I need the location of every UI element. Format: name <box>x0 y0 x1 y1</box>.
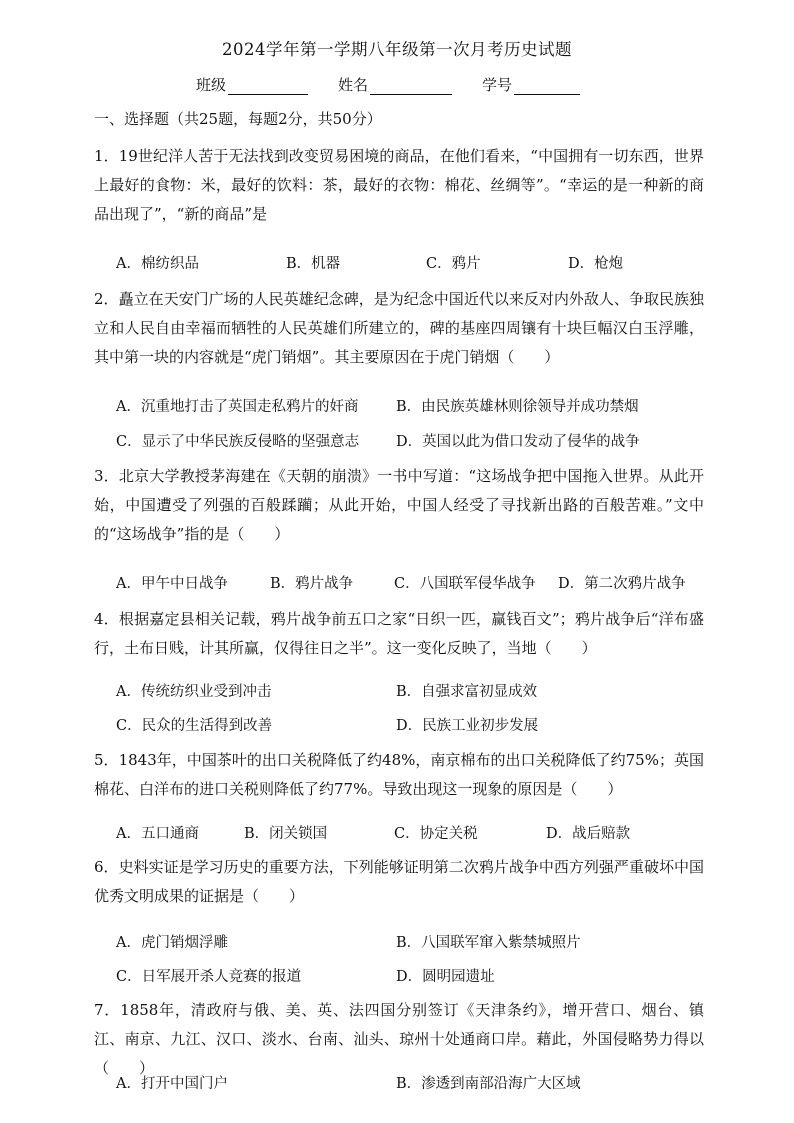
question-2-options-row1 <box>116 395 716 415</box>
id-field[interactable] <box>482 74 580 95</box>
question-6-stem: 6．史料实证是学习历史的重要方法，下列能够证明第二次鸦片战争中西方列强严重破坏中国优秀文明成果的证据是（ ） <box>94 858 704 905</box>
option-c[interactable]: C．显示了中华民族反侵略的坚强意志 <box>116 434 360 450</box>
option-a[interactable]: A．棉纺织品 <box>116 256 199 272</box>
option-d[interactable]: D．第二次鸦片战争 <box>558 576 686 592</box>
question-1-stem: 1．19世纪洋人苦于无法找到改变贸易困境的商品，在他们看来，“中国拥有一切东西，世界上最好的食物：米，最好的饮料：茶，最好的衣物：棉花、丝绸等”。“幸运的是一种新的商品出现了”，“新的商品”是 <box>94 147 704 223</box>
option-b[interactable]: B．由民族英雄林则徐领导并成功禁烟 <box>396 399 639 415</box>
question-3-options <box>116 572 716 592</box>
question-5-stem: 5．1843年，中国茶叶的出口关税降低了约48%，南京棉布的出口关税降低了约75%；英国棉花、白洋布的进口关税则降低了约77%。导致出现这一现象的原因是（ ） <box>94 751 704 798</box>
class-field[interactable] <box>196 74 308 95</box>
question-6-options-row1 <box>116 931 716 951</box>
question-2-options-row2 <box>116 430 716 450</box>
student-info-row <box>196 74 616 95</box>
question-6-options-row2 <box>116 965 716 985</box>
option-b[interactable]: B．闭关锁国 <box>244 826 328 842</box>
question-1-options <box>116 252 716 272</box>
option-c[interactable]: C．日军展开杀人竞赛的报道 <box>116 969 302 985</box>
option-d[interactable]: D．圆明园遗址 <box>396 969 495 985</box>
option-a[interactable]: A．五口通商 <box>116 826 199 842</box>
option-a[interactable]: A．沉重地打击了英国走私鸦片的奸商 <box>116 399 359 415</box>
option-a[interactable]: A．虎门销烟浮雕 <box>116 935 228 951</box>
option-b[interactable]: B．鸦片战争 <box>270 576 354 592</box>
name-label: 姓名 <box>338 76 369 94</box>
option-a[interactable]: A．打开中国门户 <box>116 1076 228 1092</box>
option-c[interactable]: C．八国联军侵华战争 <box>394 576 536 592</box>
question-7-stem: 7．1858年，清政府与俄、美、英、法四国分别签订《天津条约》，增开营口、烟台、镇江、南京、九江、汉口、淡水、台南、汕头、琼州十处通商口岸。藉此，外国侵略势力得以（ ） <box>94 1001 704 1077</box>
option-d[interactable]: D．枪炮 <box>568 256 624 272</box>
class-blank[interactable] <box>228 78 308 95</box>
question-4-options-row2 <box>116 714 716 734</box>
option-a[interactable]: A．传统纺织业受到冲击 <box>116 684 272 700</box>
option-b[interactable]: B．渗透到南部沿海广大区域 <box>396 1076 581 1092</box>
class-label: 班级 <box>196 76 227 94</box>
name-field[interactable] <box>338 74 452 95</box>
option-b[interactable]: B．自强求富初显成效 <box>396 684 538 700</box>
option-d[interactable]: D．战后赔款 <box>546 826 631 842</box>
exam-title: 2024学年第一学期八年级第一次月考历史试题 <box>222 40 572 59</box>
question-2-stem: 2．矗立在天安门广场的人民英雄纪念碑，是为纪念中国近代以来反对内外敌人、争取民族独立和人民自由幸福而牺牲的人民英雄们所建立的，碑的基座四周镶有十块巨幅汉白玉浮雕，其中第一块的内容就是“虎门销烟”。其主要原因在于虎门销烟（ ） <box>94 290 704 366</box>
option-c[interactable]: C．协定关税 <box>394 826 478 842</box>
question-4-stem: 4．根据嘉定县相关记载，鸦片战争前五口之家“日织一匹，赢钱百文”；鸦片战争后“洋布盛行，土布日贱，计其所赢，仅得往日之半”。这一变化反映了，当地（ ） <box>94 610 704 657</box>
option-d[interactable]: D．民族工业初步发展 <box>396 718 539 734</box>
section-heading: 一、选择题（共25题，每题2分，共50分） <box>94 110 382 128</box>
option-b[interactable]: B．八国联军窜入紫禁城照片 <box>396 935 581 951</box>
name-blank[interactable] <box>370 78 452 95</box>
question-7-options <box>116 1072 716 1092</box>
id-label: 学号 <box>482 76 513 94</box>
id-blank[interactable] <box>514 78 580 95</box>
option-c[interactable]: C．民众的生活得到改善 <box>116 718 273 734</box>
option-d[interactable]: D．英国以此为借口发动了侵华的战争 <box>396 434 640 450</box>
question-4-options-row1 <box>116 680 716 700</box>
option-a[interactable]: A．甲午中日战争 <box>116 576 228 592</box>
option-c[interactable]: C．鸦片 <box>426 256 481 272</box>
option-b[interactable]: B．机器 <box>286 256 341 272</box>
question-5-options <box>116 822 716 842</box>
question-3-stem: 3．北京大学教授茅海建在《天朝的崩溃》一书中写道：“这场战争把中国拖入世界。从此开始，中国遭受了列强的百般蹂躏；从此开始，中国人经受了寻找新出路的百般苦难。”文中的“这场战争”指的是（ ） <box>94 467 704 543</box>
